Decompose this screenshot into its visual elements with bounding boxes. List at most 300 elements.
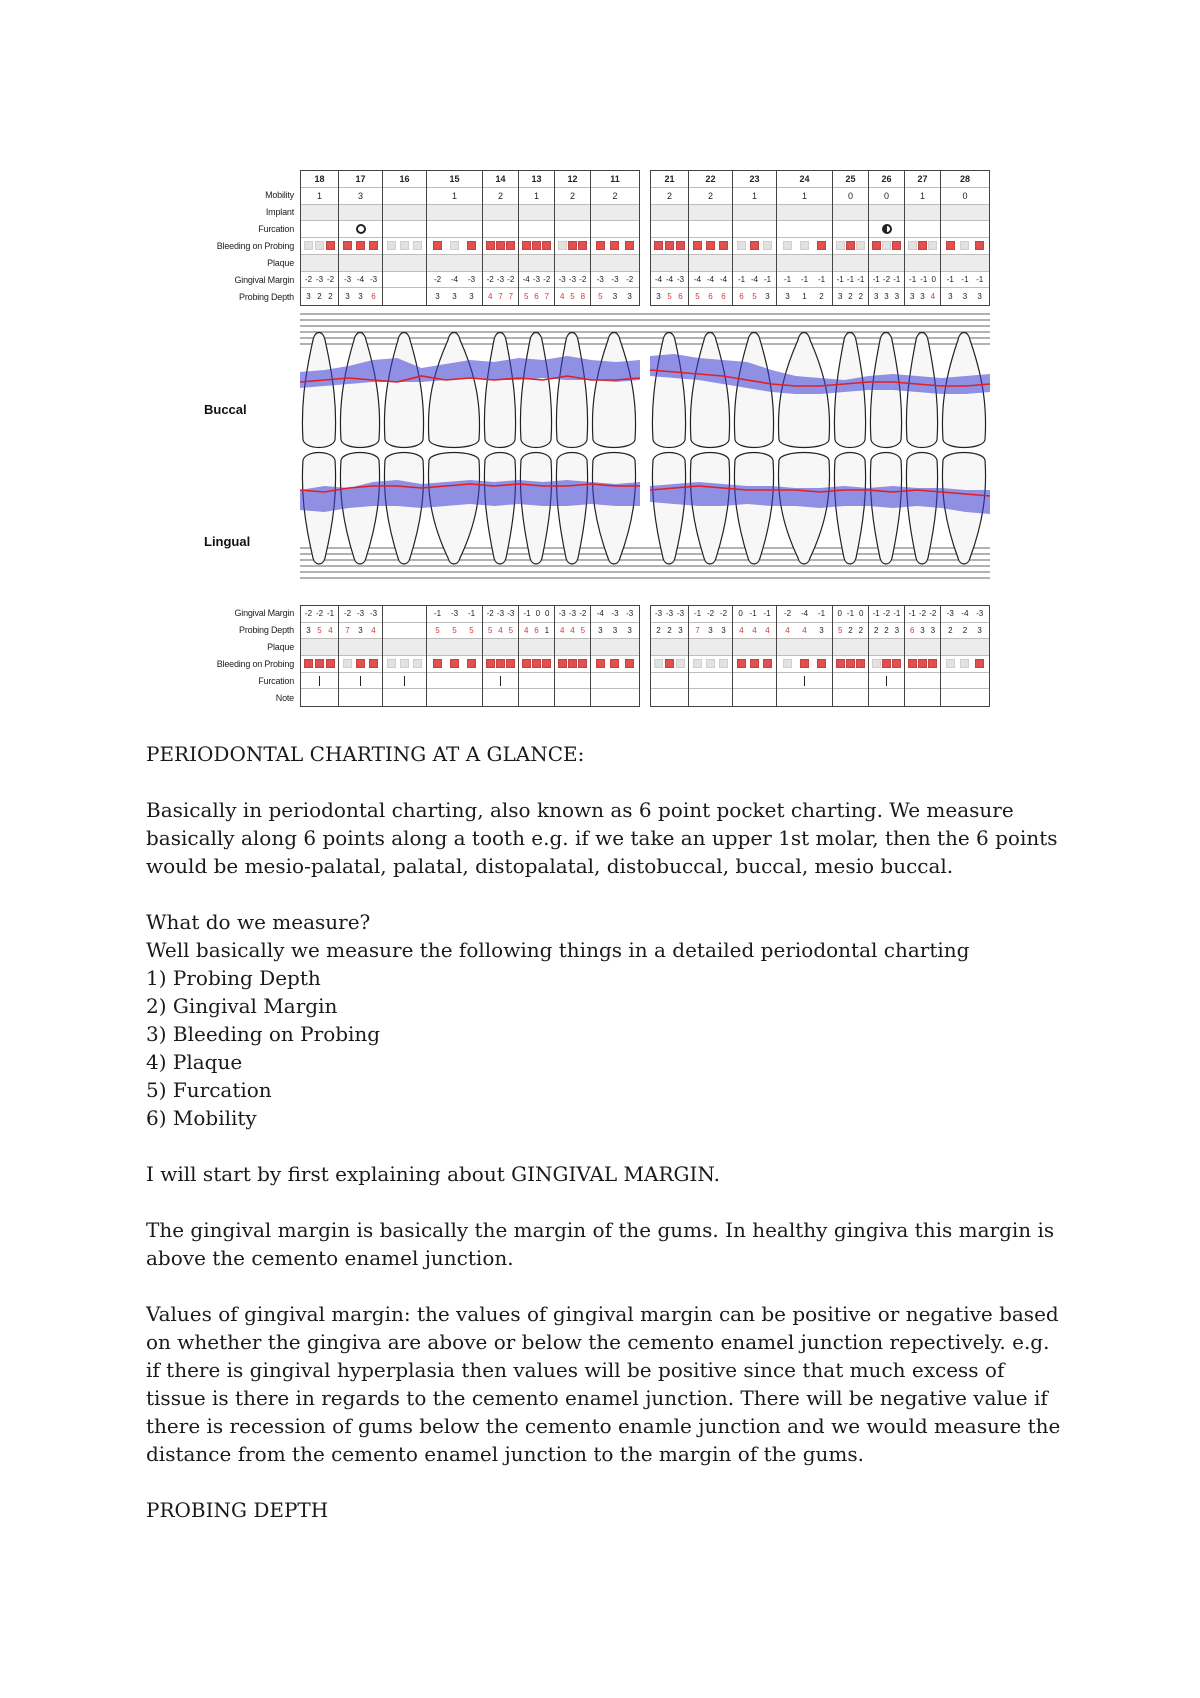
value-triplet — [733, 292, 776, 301]
bleeding-square — [665, 241, 674, 250]
value: 3 — [837, 292, 843, 302]
bleeding-square — [693, 241, 702, 250]
bleeding-square — [486, 659, 495, 668]
gingival-margin-cell — [833, 606, 868, 623]
note-cell — [427, 689, 482, 706]
bleeding-square — [568, 241, 577, 250]
implant-cell — [869, 205, 904, 222]
tooth-column — [777, 171, 833, 305]
plaque-cell — [733, 639, 776, 656]
gingival-margin-cell — [651, 606, 688, 623]
mobility-value: 1 — [519, 188, 554, 205]
bleeding-cell — [905, 238, 940, 255]
value: 4 — [328, 626, 333, 635]
note-cell — [689, 689, 732, 706]
bleeding-cell — [689, 656, 732, 673]
row-label: Bleeding on Probing — [216, 241, 294, 251]
bleeding-square — [676, 241, 685, 250]
gingival-margin-cell — [339, 606, 382, 623]
furcation-cell — [733, 221, 776, 238]
value: 6 — [909, 626, 915, 635]
value: 0 — [859, 609, 864, 619]
value-triplet — [777, 626, 832, 635]
value: -2 — [929, 609, 937, 619]
bleeding-cell — [591, 238, 639, 255]
row-label: Probing Depth — [239, 625, 294, 635]
plaque-cell — [483, 639, 518, 656]
furcation-mark — [360, 676, 361, 686]
bleeding-cell — [869, 238, 904, 255]
value: -1 — [872, 274, 880, 284]
bleeding-squares — [483, 241, 518, 250]
tooth-column — [427, 171, 483, 305]
mobility-value: 2 — [555, 188, 590, 205]
tooth-column — [339, 171, 383, 305]
bleeding-square — [343, 659, 352, 668]
plaque-cell — [339, 639, 382, 656]
value: 5 — [452, 626, 457, 635]
bleeding-cell — [651, 656, 688, 673]
lower-tooth — [870, 453, 901, 565]
upper-tooth — [484, 333, 515, 448]
bleeding-squares — [869, 659, 904, 668]
probing-depth-cell — [733, 288, 776, 305]
note-cell — [301, 689, 338, 706]
value: 3 — [909, 292, 915, 302]
value: 3 — [656, 292, 661, 302]
gingival-margin-cell — [833, 272, 868, 289]
value-triplet — [483, 609, 518, 618]
lower-tooth — [734, 453, 773, 565]
list-item: 2) Gingival Margin — [146, 994, 338, 1018]
tooth-column — [427, 606, 483, 706]
bleeding-squares — [777, 659, 832, 668]
document-body — [146, 740, 1066, 1552]
value: -3 — [369, 609, 378, 619]
value: -1 — [920, 274, 928, 284]
bleeding-square — [872, 659, 881, 668]
bleeding-square — [750, 659, 759, 668]
plaque-cell — [689, 255, 732, 272]
plaque-cell — [689, 639, 732, 656]
implant-cell — [941, 205, 989, 222]
bleeding-square — [400, 241, 409, 250]
bleeding-square — [882, 659, 891, 668]
value: -3 — [654, 609, 663, 619]
note-cell — [555, 689, 590, 706]
tooth-column — [339, 606, 383, 706]
bleeding-square — [750, 241, 759, 250]
bleeding-square — [928, 241, 937, 250]
bleeding-squares — [651, 659, 688, 668]
plaque-cell — [301, 255, 338, 272]
value: 7 — [544, 292, 550, 302]
bleeding-squares — [733, 241, 776, 250]
value-triplet — [833, 275, 868, 284]
value-triplet — [427, 626, 482, 635]
tooth-column — [941, 171, 989, 305]
value: 4 — [765, 626, 770, 635]
value-triplet — [651, 609, 688, 618]
tooth-column — [301, 606, 339, 706]
gingival-margin-cell — [689, 272, 732, 289]
value: 3 — [930, 626, 936, 635]
value: 5 — [435, 626, 440, 635]
value-triplet — [519, 292, 554, 301]
value: 8 — [580, 292, 586, 302]
lower-tooth — [520, 453, 551, 565]
tooth-number: 24 — [777, 171, 832, 188]
value-triplet — [905, 275, 940, 284]
row-label: Mobility — [265, 190, 294, 200]
value-triplet — [555, 292, 590, 301]
value: -1 — [961, 274, 969, 284]
bleeding-cell — [519, 238, 554, 255]
bleeding-square — [719, 659, 728, 668]
tooth-column — [869, 606, 905, 706]
bleeding-square — [763, 241, 772, 250]
value: -3 — [558, 274, 566, 284]
value: -3 — [596, 274, 604, 284]
row-label: Gingival Margin — [234, 608, 294, 618]
furcation-mark — [500, 676, 501, 686]
bleeding-square — [326, 241, 335, 250]
bleeding-square — [975, 241, 984, 250]
value: 3 — [977, 626, 982, 635]
bleeding-square — [467, 241, 476, 250]
bleeding-square — [568, 659, 577, 668]
lower-tooth — [556, 453, 587, 565]
value: 6 — [534, 292, 539, 302]
bleeding-square — [558, 659, 567, 668]
value-triplet — [591, 275, 639, 284]
bleeding-square — [532, 241, 541, 250]
bleeding-square — [946, 659, 955, 668]
bleeding-square — [693, 659, 702, 668]
value: -2 — [706, 609, 715, 619]
tooth-column — [905, 606, 941, 706]
value-triplet — [519, 626, 554, 635]
teeth-diagram — [300, 310, 990, 580]
tooth-column — [869, 171, 905, 305]
value: -2 — [783, 609, 792, 619]
value: -3 — [356, 609, 365, 619]
furcation-cell — [777, 221, 832, 238]
lower-right-grid — [650, 605, 990, 707]
tooth-column — [833, 171, 869, 305]
furcation-cell — [339, 221, 382, 238]
bleeding-cell — [941, 238, 989, 255]
implant-cell — [301, 205, 338, 222]
furcation-cell — [383, 221, 426, 238]
bleeding-square — [596, 659, 605, 668]
value: 4 — [930, 292, 936, 302]
bleeding-squares — [591, 241, 639, 250]
value: 6 — [721, 292, 726, 302]
value: 2 — [858, 292, 864, 302]
plaque-cell — [869, 255, 904, 272]
value-triplet — [301, 609, 338, 618]
furcation-mark — [804, 676, 805, 686]
value: -2 — [433, 274, 442, 284]
value: 5 — [317, 626, 322, 635]
furcation-cell — [301, 673, 338, 690]
furcation-cell — [555, 673, 590, 690]
implant-cell — [833, 205, 868, 222]
value: -3 — [496, 274, 505, 284]
lower-tooth — [652, 453, 685, 565]
bleeding-square — [836, 241, 845, 250]
value: -2 — [343, 609, 352, 619]
bleeding-square — [918, 241, 927, 250]
gingival-margin-cell — [777, 272, 832, 289]
bleeding-square — [522, 659, 531, 668]
value-triplet — [833, 626, 868, 635]
value: 3 — [765, 292, 770, 302]
tooth-column — [519, 171, 555, 305]
value: 7 — [695, 626, 700, 635]
periodontal-chart-figure — [190, 170, 990, 720]
upper-tooth — [340, 333, 379, 448]
value: 5 — [695, 292, 700, 302]
bleeding-square — [856, 241, 865, 250]
value: -1 — [783, 274, 792, 284]
probing-depth-cell — [591, 288, 639, 305]
value: 3 — [598, 626, 603, 635]
implant-cell — [339, 205, 382, 222]
value: 3 — [306, 626, 311, 635]
value: -1 — [693, 609, 702, 619]
bleeding-squares — [869, 241, 904, 250]
heading: PERIODONTAL CHARTING AT A GLANCE: — [146, 742, 585, 766]
furcation-cell — [483, 221, 518, 238]
value-triplet — [555, 275, 590, 284]
value-triplet — [777, 275, 832, 284]
bleeding-squares — [519, 241, 554, 250]
value-triplet — [905, 626, 940, 635]
bleeding-square — [578, 659, 587, 668]
bleeding-cell — [941, 656, 989, 673]
tooth-number: 16 — [383, 171, 426, 188]
tooth-number: 12 — [555, 171, 590, 188]
plaque-cell — [777, 639, 832, 656]
bleeding-square — [387, 241, 396, 250]
value: 5 — [523, 292, 529, 302]
value: 3 — [948, 292, 953, 302]
row-label: Bleeding on Probing — [216, 659, 294, 669]
value: 5 — [837, 626, 843, 635]
bleeding-square — [783, 241, 792, 250]
value: -4 — [706, 274, 715, 284]
value-triplet — [689, 626, 732, 635]
tooth-number: 17 — [339, 171, 382, 188]
bleeding-squares — [519, 659, 554, 668]
mobility-value — [383, 188, 426, 205]
furcation-cell — [651, 673, 688, 690]
value: -1 — [817, 609, 826, 619]
value-triplet — [339, 292, 382, 301]
value: -1 — [737, 274, 746, 284]
tooth-column — [383, 171, 427, 305]
row-label: Probing Depth — [239, 292, 294, 302]
value-triplet — [869, 275, 904, 284]
tooth-number: 26 — [869, 171, 904, 188]
value-triplet — [777, 292, 832, 301]
row-label: Furcation — [258, 676, 294, 686]
bleeding-squares — [383, 659, 426, 668]
bleeding-squares — [339, 241, 382, 250]
bleeding-square — [654, 241, 663, 250]
note-cell — [483, 689, 518, 706]
bleeding-square — [846, 241, 855, 250]
bleeding-cell — [833, 656, 868, 673]
value: -3 — [676, 609, 685, 619]
bleeding-square — [625, 241, 634, 250]
bleeding-square — [433, 659, 442, 668]
upper-tooth — [652, 333, 685, 448]
bleeding-square — [800, 241, 809, 250]
bleeding-square — [304, 241, 313, 250]
furcation-cell — [833, 673, 868, 690]
value-triplet — [339, 609, 382, 618]
probing-depth-cell — [869, 288, 904, 305]
value: 3 — [358, 626, 363, 635]
upper-tooth — [556, 333, 587, 448]
bleeding-cell — [777, 656, 832, 673]
bleeding-square — [625, 659, 634, 668]
value: 4 — [498, 626, 503, 635]
probing-depth-cell — [869, 623, 904, 640]
value-triplet — [651, 275, 688, 284]
value: 3 — [469, 292, 474, 302]
upper-tooth — [428, 333, 479, 448]
lower-tooth — [428, 453, 479, 565]
gingival-margin-cell — [383, 272, 426, 289]
bleeding-square — [800, 659, 809, 668]
value: -1 — [763, 609, 771, 619]
furcation-cell — [733, 673, 776, 690]
value: -2 — [304, 274, 313, 284]
gingival-margin-cell — [483, 606, 518, 623]
furcation-cell — [689, 673, 732, 690]
value: 7 — [498, 292, 503, 302]
probing-depth-cell — [519, 623, 554, 640]
plaque-cell — [555, 255, 590, 272]
value: 4 — [785, 626, 790, 635]
plaque-cell — [941, 255, 989, 272]
value: 5 — [508, 626, 514, 635]
bleeding-square — [486, 241, 495, 250]
gingival-margin-cell — [941, 272, 989, 289]
value: 3 — [452, 292, 457, 302]
value: -2 — [882, 609, 891, 619]
value: -3 — [450, 609, 459, 619]
probing-depth-cell — [483, 288, 518, 305]
value-triplet — [301, 292, 338, 301]
probing-depth-cell — [301, 623, 338, 640]
value-triplet — [689, 292, 732, 301]
value: 2 — [317, 292, 322, 302]
value: -3 — [496, 609, 505, 619]
upper-tooth — [592, 333, 635, 448]
bleeding-square — [928, 659, 937, 668]
plaque-cell — [519, 639, 554, 656]
mobility-value: 1 — [777, 188, 832, 205]
bleeding-cell — [733, 238, 776, 255]
value-triplet — [427, 292, 482, 301]
furcation-cell — [591, 221, 639, 238]
plaque-cell — [427, 639, 482, 656]
plaque-cell — [427, 255, 482, 272]
plaque-cell — [869, 639, 904, 656]
furcation-cell — [591, 673, 639, 690]
value-triplet — [777, 609, 832, 618]
bleeding-square — [676, 659, 685, 668]
tooth-column — [651, 171, 689, 305]
probing-depth-cell — [519, 288, 554, 305]
bleeding-cell — [555, 656, 590, 673]
value: 3 — [977, 292, 982, 302]
furcation-cell — [519, 221, 554, 238]
implant-cell — [651, 205, 688, 222]
mobility-value: 2 — [689, 188, 732, 205]
plaque-cell — [591, 639, 639, 656]
tooth-column — [555, 606, 591, 706]
bleeding-square — [522, 241, 531, 250]
value: 4 — [559, 626, 565, 635]
furcation-cell — [427, 673, 482, 690]
value: -3 — [665, 609, 674, 619]
bleeding-squares — [833, 659, 868, 668]
probing-depth-cell — [777, 288, 832, 305]
gingival-margin-cell — [905, 606, 940, 623]
value: -3 — [676, 274, 685, 284]
tooth-column — [483, 171, 519, 305]
value-triplet — [689, 275, 732, 284]
bleeding-square — [975, 659, 984, 668]
bleeding-squares — [427, 241, 482, 250]
bleeding-squares — [733, 659, 776, 668]
bleeding-square — [610, 241, 619, 250]
bleeding-cell — [427, 238, 482, 255]
value-triplet — [733, 609, 776, 618]
upper-left-grid — [300, 170, 640, 306]
tooth-column — [689, 606, 733, 706]
tooth-number: 27 — [905, 171, 940, 188]
bleeding-squares — [777, 241, 832, 250]
bleeding-square — [400, 659, 409, 668]
furcation-cell — [869, 673, 904, 690]
bleeding-square — [892, 659, 901, 668]
value-triplet — [339, 626, 382, 635]
bleeding-square — [960, 659, 969, 668]
bleeding-square — [856, 659, 865, 668]
plaque-cell — [339, 255, 382, 272]
bleeding-cell — [339, 656, 382, 673]
gingival-margin-cell — [941, 606, 989, 623]
value-triplet — [483, 626, 518, 635]
probing-depth-cell — [555, 288, 590, 305]
bleeding-squares — [689, 241, 732, 250]
value: 3 — [612, 626, 618, 635]
value: -3 — [315, 274, 324, 284]
bleeding-cell — [869, 656, 904, 673]
plaque-cell — [833, 639, 868, 656]
upper-tooth — [302, 333, 335, 448]
bleeding-square — [413, 659, 422, 668]
bleeding-square — [960, 241, 969, 250]
bleeding-squares — [301, 241, 338, 250]
